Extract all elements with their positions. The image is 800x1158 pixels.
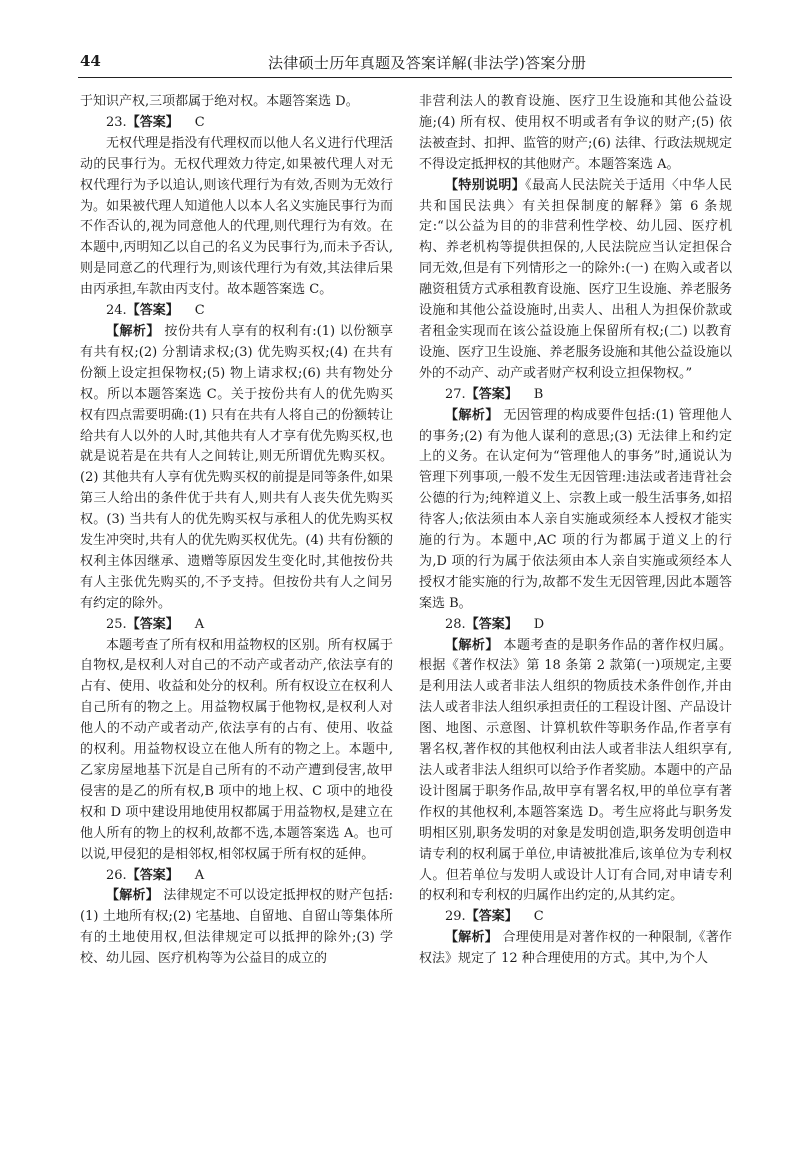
analysis-text: 合理使用是对著作权的一种限制,《著作权法》规定了 12 种合理使用的方式。其中,为个人 bbox=[419, 930, 732, 967]
question-number: 23. bbox=[106, 114, 127, 130]
answer-letter: A bbox=[194, 867, 205, 883]
answer-line-27 bbox=[419, 385, 732, 406]
question-number: 24. bbox=[106, 303, 127, 319]
answer-letter: A bbox=[194, 616, 205, 632]
answer-line-26 bbox=[80, 866, 393, 887]
answer-tag: 【答案】 bbox=[465, 386, 518, 402]
analysis-text: 无因管理的构成要件包括:(1) 管理他人的事务;(2) 有为他人谋利的意思;(3) 无法律上和约定上的义务。在认定何为“管理他人的事务”时,通说认为管理下列事项,一般不发生无因管理:违法或者违背社会公德的行为;纯粹道义上、宗教上或一般生活事务,如招待客人;依法须由本人亲自实施或须经本人授权才能实施的行为。本题中,AC 项的行为都属于道义上的行为,D 项的行为属于依法须由本人亲自实施或须经本人授权才能实施的行为,故都不发生无因管理,因此本题答案选 B。 bbox=[419, 407, 732, 611]
answer-line-28 bbox=[419, 615, 732, 636]
answer-tag: 【答案】 bbox=[126, 867, 179, 883]
right-column bbox=[419, 92, 732, 970]
paragraph: 本题考查了所有权和用益物权的区别。所有权属于自物权,是权利人对自己的不动产或者动产,依法享有的占有、使用、收益和处分的权利。所有权设立在权利人自己所有的物之上。用益物权属于他物权,是权利人对他人的不动产或者动产,依法享有的占有、使用、收益的权利。用益物权设立在他人所有的物之上。本题中,乙家房屋地基下沉是自己所有的不动产遭到侵害,故甲侵害的是乙的所有权,B 项中的地上权、C 项中的地役权和 D 项中建设用地使用权都属于用益物权,是建立在他人所有的物上的权利,故都不选,本题答案选 A。也可以说,甲侵犯的是相邻权,相邻权属于所有权的延伸。 bbox=[80, 637, 393, 862]
answer-tag: 【答案】 bbox=[126, 114, 179, 130]
analysis-tag: 【解析】 bbox=[445, 407, 499, 423]
analysis-tag: 【解析】 bbox=[445, 930, 499, 946]
page-number: 44 bbox=[80, 52, 101, 70]
analysis-paragraph bbox=[80, 886, 393, 970]
running-title: 法律硕士历年真题及答案详解(非法学)答案分册 bbox=[268, 54, 587, 72]
question-number: 25. bbox=[106, 616, 127, 632]
answer-letter: C bbox=[194, 303, 205, 319]
answer-tag: 【答案】 bbox=[465, 616, 518, 632]
analysis-tag: 【解析】 bbox=[106, 888, 159, 904]
answer-letter: C bbox=[533, 909, 544, 925]
answer-line-29 bbox=[419, 907, 732, 928]
analysis-tag: 【解析】 bbox=[445, 637, 499, 653]
answer-line-25 bbox=[80, 615, 393, 636]
paragraph: 非营利法人的教育设施、医疗卫生设施和其他公益设施;(4) 所有权、使用权不明或者有争议的财产;(5) 依法被查封、扣押、监管的财产;(6) 法律、行政法规规定不得设定抵押权的其他财产。本题答案选 A。 bbox=[419, 94, 732, 172]
analysis-text: 本题考查的是职务作品的著作权归属。根据《著作权法》第 18 条第 2 款第(一)项规定,主要是利用法人或者非法人组织的物质技术条件创作,并由法人或者非法人组织承担责任的工程设计图、产品设计图、地图、示意图、计算机软件等职务作品,作者享有署名权,著作权的其他权利由法人或者非法人组织享有,法人或者非法人组织可以给予作者奖励。本题中的产品设计图属于职务作品,故甲享有署名权,甲的单位享有著作权的其他权利,本题答案选 D。考生应将此与职务发明相区别,职务发明的对象是发明创造,职务发明创造申请专利的权利属于单位,申请被批准后,该单位为专利权人。但若单位与发明人或设计人订有合同,对申请专利的权利和专利权的归属作出约定的,从其约定。 bbox=[419, 637, 732, 904]
question-number: 26. bbox=[106, 867, 127, 883]
answer-line-24 bbox=[80, 301, 393, 322]
analysis-paragraph bbox=[80, 322, 393, 615]
answer-tag: 【答案】 bbox=[126, 616, 179, 632]
paragraph: 于知识产权,三项都属于绝对权。本题答案选 D。 bbox=[80, 94, 359, 109]
special-note-tag: 【特别说明】 bbox=[445, 177, 526, 193]
special-note-paragraph bbox=[419, 176, 732, 385]
special-note-text: 《最高人民法院关于适用〈中华人民共和国民法典〉有关担保制度的解释》第 6 条规定:“以公益为目的的非营利性学校、幼儿园、医疗机构、养老机构等提供担保的,人民法院应当认定担保合同无效,但是有下列情形之一的除外:(一) 在购入或者以融资租赁方式承租教育设施、医疗卫生设施、养老服务设施和其他公益设施时,出卖人、出租人为担保价款或者租金实现而在该公益设施上保留所有权;(二) 以教育设施、医疗卫生设施、养老服务设施和其他公益设施以外的不动产、动产或者财产权利设立担保物权。” bbox=[419, 177, 732, 381]
answer-tag: 【答案】 bbox=[465, 909, 518, 925]
question-number: 29. bbox=[445, 909, 466, 925]
analysis-paragraph bbox=[419, 636, 732, 908]
answer-line-23 bbox=[80, 113, 393, 134]
analysis-text: 按份共有人享有的权利有:(1) 以份额享有共有权;(2) 分割请求权;(3) 优先购买权;(4) 在共有份额上设定担保物权;(5) 物上请求权;(6) 共有物处分权。所以本题答案选 C。关于按份共有人的优先购买权有四点需要明确:(1) 只有在共有人将自己的份额转让给共有人以外的人时,其他共有人才享有优先购买权,也就是说若是在共有人之间转让,则无所谓优先购买权。(2) 其他共有人享有优先购买权的前提是同等条件,如果第三人给出的条件优于共有人,则共有人丧失优先购买权。(3) 当共有人的优先购买权与承租人的优先购买权发生冲突时,共有人的优先购买权优先。(4) 共有份额的权利主体因继承、遗赠等原因发生变化时,其他按份共有人主张优先购买的,不予支持。但按份共有人之间另有约定的除外。 bbox=[80, 323, 393, 611]
answer-letter: B bbox=[533, 386, 544, 402]
paragraph: 无权代理是指没有代理权而以他人名义进行代理活动的民事行为。无权代理效力待定,如果被代理人对无权代理行为予以追认,则该代理行为有效,否则为无效行为。如果被代理人知道他人以本人名义实施民事行为而不作否认的,视为同意他人的代理,则代理行为有效。在本题中,丙明知乙以自己的名义为民事行为,而未予否认,则是同意乙的代理行为,则该代理行为有效,其法律后果由丙承担,车款由丙支付。故本题答案选 C。 bbox=[80, 135, 393, 298]
analysis-tag: 【解析】 bbox=[106, 323, 160, 339]
analysis-paragraph bbox=[419, 928, 732, 970]
header-rule bbox=[78, 77, 732, 78]
left-column bbox=[80, 92, 393, 970]
answer-letter: D bbox=[533, 616, 545, 632]
analysis-paragraph bbox=[419, 406, 732, 615]
answer-tag: 【答案】 bbox=[126, 303, 179, 319]
analysis-text: 法律规定不可以设定抵押权的财产包括:(1) 土地所有权;(2) 宅基地、自留地、自留山等集体所有的土地使用权,但法律规定可以抵押的除外;(3) 学校、幼儿园、医疗机构等为公益目的成立的 bbox=[80, 888, 393, 967]
question-number: 28. bbox=[445, 616, 466, 632]
question-number: 27. bbox=[445, 386, 466, 402]
answer-letter: C bbox=[194, 114, 205, 130]
